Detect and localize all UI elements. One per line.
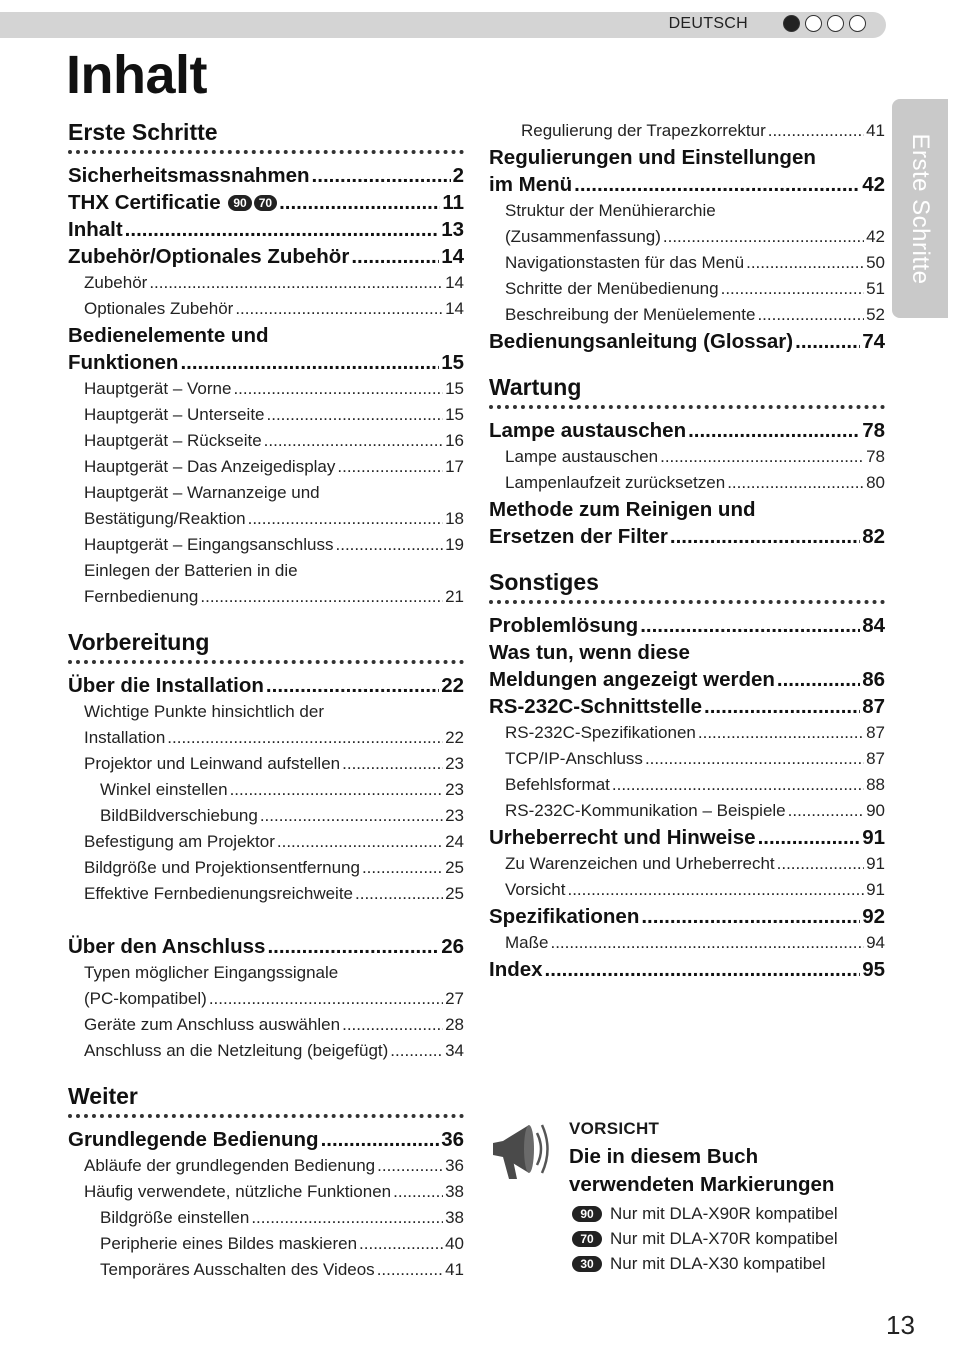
toc-entry-label: Ersetzen der Filter (489, 525, 668, 548)
toc-entry-page: 25 (445, 884, 464, 903)
section-divider (68, 150, 464, 154)
toc-subentry[interactable] (68, 1153, 464, 1179)
toc-entry-label: Winkel einstellen (100, 780, 228, 799)
toc-entry-page: 17 (445, 457, 464, 476)
header-bar (0, 12, 886, 38)
toc-subentry[interactable] (68, 506, 464, 532)
toc-entry-label: RS-232C-Schnittstelle (489, 695, 703, 718)
toc-entry-page: 22 (441, 674, 464, 697)
toc-entry[interactable] (489, 328, 885, 355)
toc-entry[interactable] (68, 216, 464, 243)
toc-subentry[interactable] (68, 532, 464, 558)
caution-title-line: verwendeten Markierungen (569, 1173, 835, 1196)
toc-entry-label: Zubehör/Optionales Zubehör (68, 245, 350, 268)
toc-entry-label: Hauptgerät – Vorne (84, 379, 232, 398)
toc-entry-label: Optionales Zubehör (84, 299, 234, 318)
toc-entry-label: Hauptgerät – Eingangsanschluss (84, 535, 334, 554)
toc-entry[interactable] (489, 824, 885, 851)
toc-entry-label: Befestigung am Projektor (84, 832, 275, 851)
toc-entry-page: 95 (862, 958, 885, 981)
toc-subentry-line: Wichtige Punkte hinsichtlich der (84, 702, 325, 721)
toc-entry-page: 38 (445, 1182, 464, 1201)
toc-subentry[interactable] (68, 829, 464, 855)
model-badge: 70 (572, 1231, 602, 1247)
toc-entry[interactable] (68, 189, 464, 216)
toc-entry-label: Schritte der Menübedienung (505, 279, 719, 298)
toc-entry-page: 87 (862, 695, 885, 718)
page-number: 13 (886, 1310, 915, 1340)
toc-entry[interactable] (489, 612, 885, 639)
toc-subentry[interactable] (68, 1012, 464, 1038)
toc-entry-page: 80 (866, 473, 885, 492)
toc-entry-label: Zu Warenzeichen und Urheberrecht (505, 854, 775, 873)
toc-entry-page: 27 (445, 989, 464, 1008)
toc-subentry[interactable] (68, 725, 464, 751)
model-badge: 30 (572, 1256, 602, 1272)
toc-entry-label: (Zusammenfassung) (505, 227, 661, 246)
toc-entry-label: Effektive Fernbedienungsreichweite (84, 884, 354, 903)
toc-subentry[interactable] (489, 444, 885, 470)
toc-entry-page: 84 (862, 614, 885, 637)
toc-entry-page: 36 (441, 1128, 464, 1151)
section-divider (489, 405, 885, 409)
toc-entry-label: Sicherheitsmassnahmen (68, 164, 310, 187)
toc-entry-page: 82 (862, 525, 885, 548)
toc-entry-page: 78 (862, 419, 885, 442)
toc-subentry[interactable] (68, 986, 464, 1012)
toc-subentry[interactable] (489, 877, 885, 903)
toc-entry-label: Lampe austauschen (489, 419, 687, 442)
toc-entry-page: 18 (445, 509, 464, 528)
section-divider (489, 600, 885, 604)
toc-entry-label: Hauptgerät – Rückseite (84, 431, 262, 450)
toc-entry[interactable] (489, 666, 885, 693)
toc-entry-label: RS-232C-Spezifikationen (505, 723, 696, 742)
toc-entry[interactable] (489, 523, 885, 550)
toc-subentry[interactable] (68, 428, 464, 454)
toc-subentry[interactable] (68, 1038, 464, 1064)
toc-entry[interactable] (68, 349, 464, 376)
toc-subentry-line: Einlegen der Batterien in die (84, 561, 298, 580)
toc-entry-page: 74 (862, 330, 885, 353)
marking-item (569, 1251, 889, 1276)
toc-entry-label: Navigationstasten für das Menü (505, 253, 745, 272)
section-heading: Vorbereitung (68, 629, 210, 655)
toc-subentry[interactable] (68, 855, 464, 881)
toc-entry-label: Bildgröße und Projektionsentfernung (84, 858, 360, 877)
toc-entry-label: RS-232C-Kommunikation – Beispiele (505, 801, 786, 820)
toc-entry[interactable] (68, 243, 464, 270)
side-tab-label: Erste Schritte (907, 132, 934, 285)
section-divider (68, 1114, 464, 1118)
toc-subentry[interactable] (68, 296, 464, 322)
toc-entry-label: (PC-kompatibel) (84, 989, 207, 1008)
toc-left-column (68, 118, 464, 1283)
toc-entry-page: 51 (866, 279, 885, 298)
toc-entry-label: Bestätigung/Reaktion (84, 509, 246, 528)
toc-entry-page: 25 (445, 858, 464, 877)
toc-entry-label: Inhalt (68, 218, 123, 241)
toc-entry-label: Anschluss an die Netzleitung (beigefügt) (84, 1041, 389, 1060)
caution-title (569, 1143, 889, 1199)
section-heading: Wartung (489, 374, 582, 400)
toc-entry-label: Peripherie eines Bildes maskieren (100, 1234, 358, 1253)
toc-entry-page: 38 (445, 1208, 464, 1227)
toc-entry[interactable] (68, 672, 464, 699)
toc-entry-label: Hauptgerät – Unterseite (84, 405, 265, 424)
section-heading: Weiter (68, 1083, 138, 1109)
toc-entry-label: Index (489, 958, 543, 981)
toc-entry-label: Geräte zum Anschluss auswählen (84, 1015, 341, 1034)
toc-entry-label: Spezifikationen (489, 905, 640, 928)
toc-subentry[interactable] (68, 777, 464, 803)
toc-subentry[interactable] (489, 470, 885, 496)
toc-entry-label: Hauptgerät – Das Anzeigedisplay (84, 457, 336, 476)
toc-entry-page: 13 (441, 218, 464, 241)
model-badge: 70 (254, 195, 277, 211)
toc-entry-label: Lampe austauschen (505, 447, 659, 466)
toc-entry-page: 15 (445, 405, 464, 424)
toc-subentry[interactable] (68, 584, 464, 610)
model-badge: 90 (228, 195, 251, 211)
toc-entry-page: 42 (862, 173, 885, 196)
toc-entry-label: Befehlsformat (505, 775, 610, 794)
toc-entry-label: Fernbedienung (84, 587, 199, 606)
language-dot-active (783, 15, 800, 32)
toc-entry-page: 24 (445, 832, 464, 851)
toc-entry-label: Problemlösung (489, 614, 639, 637)
toc-entry-label-text: THX Certificatie (68, 191, 221, 214)
toc-subentry[interactable] (489, 720, 885, 746)
toc-entry-label: Bedienungsanleitung (Glossar) (489, 330, 794, 353)
toc-subentry[interactable] (489, 930, 885, 956)
marking-legend (569, 1201, 889, 1276)
toc-entry-label: Installation (84, 728, 166, 747)
toc-entry[interactable] (68, 1126, 464, 1153)
toc-entry-page: 90 (866, 801, 885, 820)
toc-entry-page: 91 (862, 826, 885, 849)
toc-entry-page: 28 (445, 1015, 464, 1034)
side-tab (892, 99, 948, 318)
caution-body (569, 1119, 889, 1276)
section-heading: Sonstiges (489, 569, 599, 595)
toc-entry[interactable] (489, 903, 885, 930)
language-dot (805, 15, 822, 32)
toc-subentry[interactable] (489, 250, 885, 276)
toc-entry-label: Bildgröße einstellen (100, 1208, 250, 1227)
language-dot (827, 15, 844, 32)
toc-entry-label: Grundlegende Bedienung (68, 1128, 319, 1151)
toc-entry-page: 23 (445, 806, 464, 825)
toc-entry-page: 23 (445, 754, 464, 773)
toc-subentry-line: Struktur der Menühierarchie (505, 201, 716, 220)
language-label: DEUTSCH (668, 15, 748, 32)
page-title: Inhalt (66, 45, 207, 105)
toc-entry-page: 36 (445, 1156, 464, 1175)
toc-entry-page: 21 (445, 587, 464, 606)
toc-entry-label: BildBildverschiebung (100, 806, 258, 825)
toc-entry-page: 52 (866, 305, 885, 324)
toc-entry-page: 15 (441, 351, 464, 374)
toc-entry-label (68, 189, 277, 216)
toc-entry-page: 87 (866, 749, 885, 768)
marking-text: Nur mit DLA-X30 kompatibel (610, 1253, 826, 1273)
toc-right-column (489, 118, 885, 983)
toc-entry-page: 91 (866, 854, 885, 873)
toc-entry-page: 2 (452, 164, 464, 187)
toc-entry-page: 86 (862, 668, 885, 691)
toc-entry-label: Funktionen (68, 351, 179, 374)
toc-subentry[interactable] (68, 751, 464, 777)
toc-entry-line: Methode zum Reinigen und (489, 498, 756, 521)
toc-entry-label: Über die Installation (68, 674, 264, 697)
toc-entry[interactable] (68, 933, 464, 960)
toc-subentry[interactable] (68, 1205, 464, 1231)
toc-entry-label: Zubehör (84, 273, 148, 292)
toc-subentry-line: Typen möglicher Eingangssignale (84, 963, 339, 982)
toc-subentry[interactable] (489, 224, 885, 250)
toc-subentry[interactable] (489, 851, 885, 877)
toc-entry-label: Maße (505, 933, 549, 952)
toc-entry[interactable] (489, 693, 885, 720)
toc-subentry[interactable] (68, 1257, 464, 1283)
toc-entry-page: 23 (445, 780, 464, 799)
toc-entry-page: 41 (445, 1260, 464, 1279)
toc-entry-line: Was tun, wenn diese (489, 641, 690, 664)
toc-entry-label: Regulierung der Trapezkorrektur (521, 121, 766, 140)
toc-entry[interactable] (489, 171, 885, 198)
toc-entry-page: 50 (866, 253, 885, 272)
toc-subentry[interactable] (68, 881, 464, 907)
toc-entry-label: Temporäres Ausschalten des Videos (100, 1260, 375, 1279)
toc-subentry[interactable] (68, 376, 464, 402)
toc-entry-page: 11 (442, 191, 464, 214)
toc-entry-line: Bedienelemente und (68, 324, 269, 347)
toc-subentry[interactable] (68, 454, 464, 480)
toc-entry-page: 15 (445, 379, 464, 398)
toc-entry-label: TCP/IP-Anschluss (505, 749, 643, 768)
toc-entry[interactable] (68, 162, 464, 189)
toc-entry-label: Lampenlaufzeit zurücksetzen (505, 473, 726, 492)
toc-entry-label: Beschreibung der Menüelemente (505, 305, 756, 324)
toc-subentry[interactable] (68, 1231, 464, 1257)
toc-subentry[interactable] (489, 302, 885, 328)
marking-item (569, 1201, 889, 1226)
caution-label: VORSICHT (569, 1119, 660, 1138)
toc-subentry[interactable] (489, 276, 885, 302)
toc-entry-page: 14 (445, 299, 464, 318)
marking-item (569, 1226, 889, 1251)
toc-entry-page: 40 (445, 1234, 464, 1253)
toc-entry-label: Meldungen angezeigt werden (489, 668, 775, 691)
toc-subentry[interactable] (489, 118, 885, 144)
toc-entry-label: Vorsicht (505, 880, 566, 899)
toc-entry-label: im Menü (489, 173, 573, 196)
toc-entry-page: 22 (445, 728, 464, 747)
model-badge: 90 (572, 1206, 602, 1222)
megaphone-icon (489, 1113, 553, 1183)
marking-text: Nur mit DLA-X90R kompatibel (610, 1203, 838, 1223)
toc-entry-page: 14 (441, 245, 464, 268)
toc-subentry[interactable] (68, 803, 464, 829)
toc-entry-page: 16 (445, 431, 464, 450)
toc-entry-label: Über den Anschluss (68, 935, 266, 958)
caution-title-line: Die in diesem Buch (569, 1145, 759, 1168)
toc-subentry[interactable] (489, 746, 885, 772)
language-indicator (783, 15, 866, 32)
toc-entry-label: Projektor und Leinwand aufstellen (84, 754, 341, 773)
section-divider (68, 660, 464, 664)
toc-subentry[interactable] (489, 772, 885, 798)
toc-entry-page: 19 (445, 535, 464, 554)
toc-entry-page: 34 (445, 1041, 464, 1060)
toc-entry-page: 41 (866, 121, 885, 140)
toc-entry-page: 26 (441, 935, 464, 958)
toc-entry-page: 78 (866, 447, 885, 466)
toc-entry-page: 87 (866, 723, 885, 742)
toc-subentry[interactable] (68, 402, 464, 428)
toc-entry-page: 92 (862, 905, 885, 928)
marking-text: Nur mit DLA-X70R kompatibel (610, 1228, 838, 1248)
toc-entry[interactable] (489, 417, 885, 444)
toc-entry-label: Häufig verwendete, nützliche Funktionen (84, 1182, 392, 1201)
toc-entry-label: Abläufe der grundlegenden Bedienung (84, 1156, 376, 1175)
toc-entry-label: Urheberrecht und Hinweise (489, 826, 756, 849)
toc-entry-page: 14 (445, 273, 464, 292)
toc-subentry-line: Hauptgerät – Warnanzeige und (84, 483, 320, 502)
toc-subentry[interactable] (68, 270, 464, 296)
toc-entry[interactable] (489, 956, 885, 983)
toc-entry-line: Regulierungen und Einstellungen (489, 146, 816, 169)
section-heading: Erste Schritte (68, 119, 218, 145)
language-dot (849, 15, 866, 32)
toc-entry-page: 91 (866, 880, 885, 899)
toc-subentry[interactable] (68, 1179, 464, 1205)
toc-entry-page: 88 (866, 775, 885, 794)
toc-entry-page: 94 (866, 933, 885, 952)
toc-entry-page: 42 (866, 227, 885, 246)
toc-subentry[interactable] (489, 798, 885, 824)
